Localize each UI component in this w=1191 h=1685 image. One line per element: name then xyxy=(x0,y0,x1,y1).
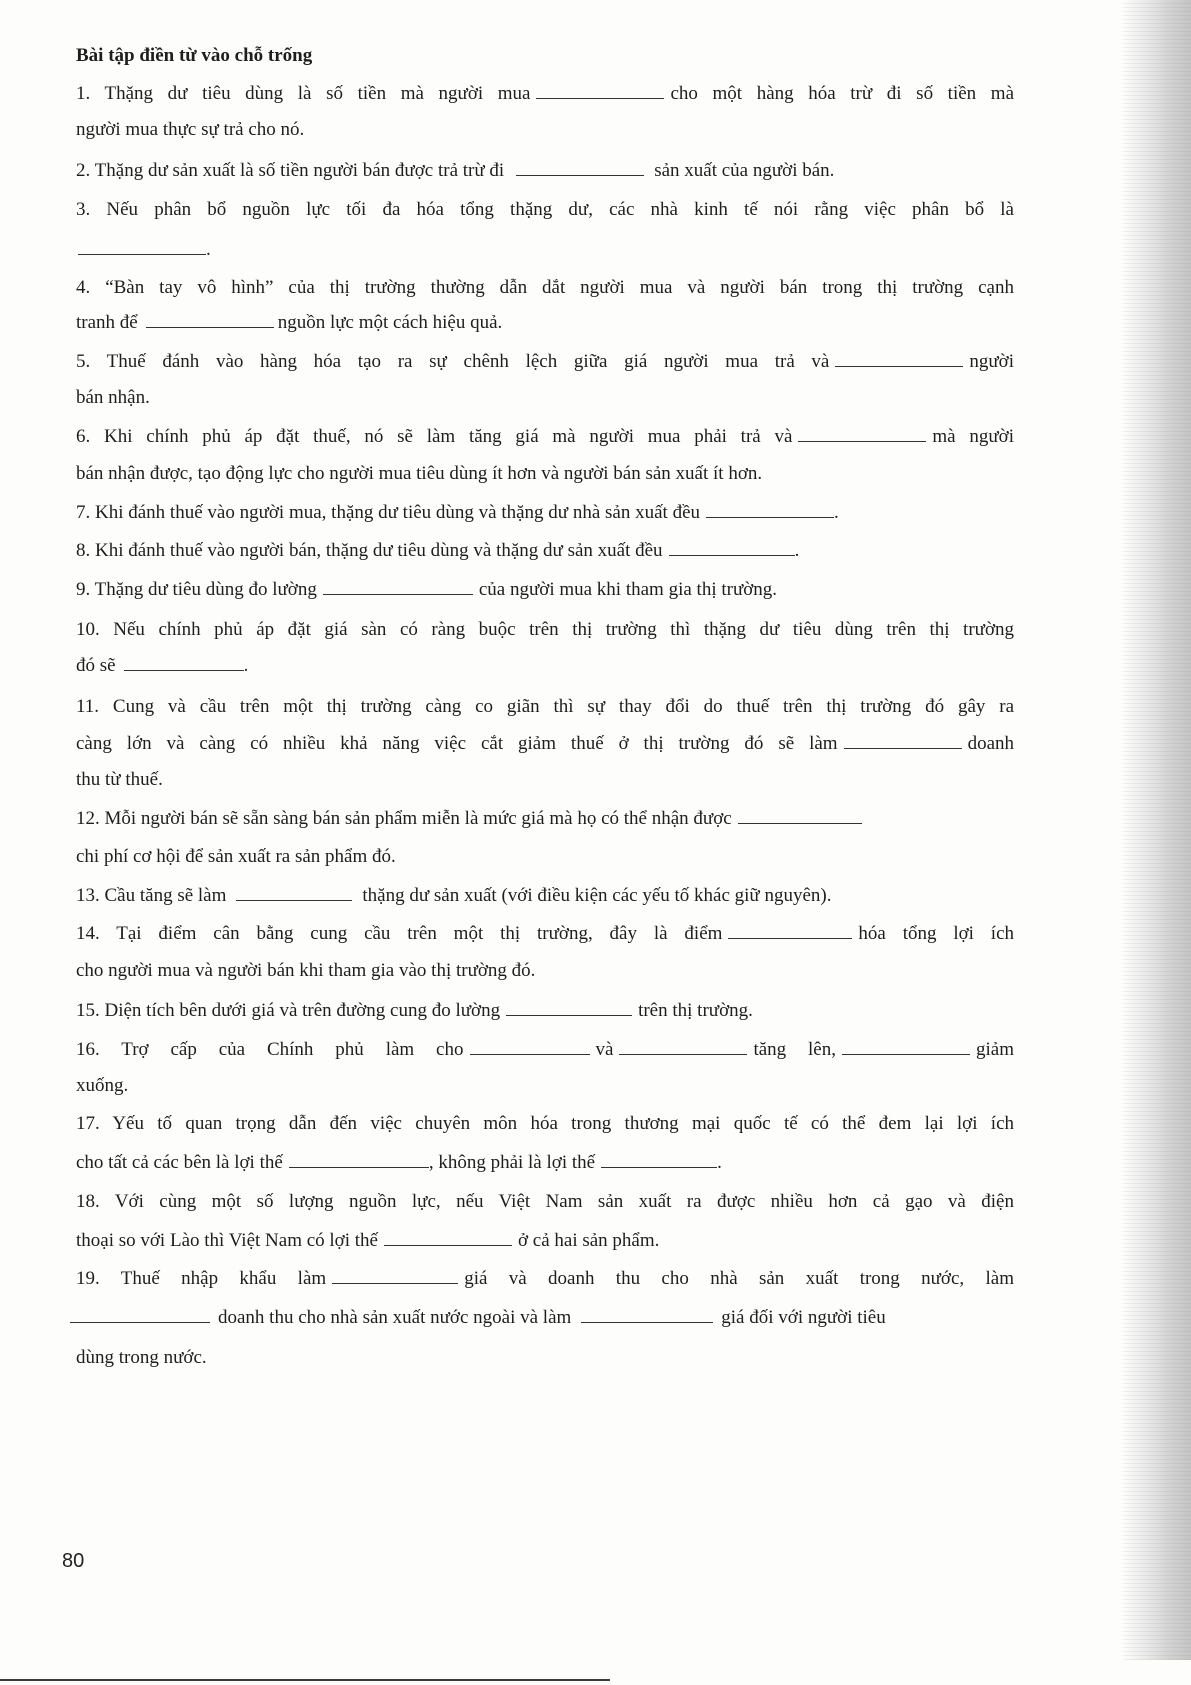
blank-field[interactable] xyxy=(516,161,644,176)
blank-field[interactable] xyxy=(669,541,795,556)
text-segment: bán nhận được, tạo động lực cho người mua tiêu dùng ít hơn và người bán sản xuất ít hơn. xyxy=(76,463,763,484)
exercise-line xyxy=(76,1072,1014,1100)
blank-field[interactable] xyxy=(835,352,963,367)
text-segment: 13. Cầu tăng sẽ làm xyxy=(76,885,227,906)
exercise-line xyxy=(76,616,1014,644)
text-segment: doanh thu cho nhà sản xuất nước ngoài và làm xyxy=(218,1307,572,1328)
blank-field[interactable] xyxy=(323,580,473,595)
exercise-line xyxy=(76,309,1014,337)
text-segment: đó sẽ xyxy=(76,655,116,676)
blank-field[interactable] xyxy=(384,1231,512,1246)
exercise-line xyxy=(76,766,1014,794)
blank-field[interactable] xyxy=(536,84,664,99)
text-segment: 4. “Bàn tay vô hình” của thị trường thường dẫn dắt người mua và người bán trong thị trường cạnh xyxy=(76,277,1014,298)
text-segment: , không phải là lợi thế xyxy=(428,1152,596,1173)
exercise-line xyxy=(76,957,1014,985)
text-segment: giảm xyxy=(976,1039,1014,1060)
blank-field[interactable] xyxy=(798,427,926,442)
blank-field[interactable] xyxy=(124,656,244,671)
text-segment: . xyxy=(834,502,839,523)
text-segment: tăng lên, xyxy=(753,1039,836,1060)
exercise-line xyxy=(76,196,1014,224)
exercise-line xyxy=(76,652,1014,680)
exercise-line xyxy=(76,384,1014,412)
text-segment: càng lớn và càng có nhiều khả năng việc cắt giảm thuế ở thị trường đó sẽ làm xyxy=(76,733,838,754)
text-segment: 7. Khi đánh thuế vào người mua, thặng dư tiêu dùng và thặng dư nhà sản xuất đều xyxy=(76,502,701,523)
blank-field[interactable] xyxy=(289,1153,429,1168)
page-number: 80 xyxy=(62,1550,85,1572)
text-segment: doanh xyxy=(967,733,1014,754)
text-segment: bán nhận. xyxy=(76,387,150,408)
text-segment: sản xuất của người bán. xyxy=(654,160,835,181)
exercise-line xyxy=(76,460,1014,488)
text-segment: hóa tổng lợi ích xyxy=(858,923,1014,944)
exercise-line xyxy=(76,423,1014,451)
text-segment: tranh để xyxy=(76,312,138,333)
text-segment: nguồn lực một cách hiệu quả. xyxy=(277,312,503,333)
text-segment: và xyxy=(595,1039,614,1060)
exercise-line xyxy=(76,1265,1014,1293)
exercise-line xyxy=(76,1036,1014,1064)
text-segment: 12. Mỗi người bán sẽ sẵn sàng bán sản phẩm miễn là mức giá mà họ có thể nhận được xyxy=(76,808,732,829)
exercise-line xyxy=(76,1188,1014,1216)
text-segment: 10. Nếu chính phủ áp đặt giá sàn có ràng buộc trên thị trường thì thặng dư tiêu dùng trên thị trường xyxy=(76,619,1014,640)
text-segment: 8. Khi đánh thuế vào người bán, thặng dư tiêu dùng và thặng dư sản xuất đều xyxy=(76,540,663,561)
exercise-line xyxy=(76,576,1014,604)
blank-field[interactable] xyxy=(470,1040,590,1055)
text-segment: 19. Thuế nhập khẩu làm xyxy=(76,1268,327,1289)
blank-field[interactable] xyxy=(728,924,852,939)
text-segment: 17. Yếu tố quan trọng dẫn đến việc chuyên môn hóa trong thương mại quốc tế có thể đem lại lợi ích xyxy=(76,1113,1014,1134)
text-segment: chi phí cơ hội để sản xuất ra sản phẩm đó. xyxy=(76,846,396,867)
exercise-line xyxy=(76,537,1014,565)
exercise-line xyxy=(76,805,1014,833)
exercise-line xyxy=(76,116,1014,144)
blank-field[interactable] xyxy=(706,503,834,518)
text-segment: 9. Thặng dư tiêu dùng đo lường xyxy=(76,579,317,600)
blank-field[interactable] xyxy=(78,240,206,255)
text-segment: trên thị trường. xyxy=(638,1000,753,1021)
text-segment: thu từ thuế. xyxy=(76,769,163,790)
exercise-line xyxy=(76,80,1014,108)
blank-field[interactable] xyxy=(332,1269,458,1284)
exercise-line xyxy=(76,157,1014,185)
text-segment: . xyxy=(243,655,249,676)
text-segment: 14. Tại điểm cân bằng cung cầu trên một thị trường, đây là điểm xyxy=(76,923,723,944)
text-segment: . xyxy=(717,1152,722,1173)
text-segment: ở cả hai sản phẩm. xyxy=(517,1230,660,1251)
text-segment: xuống. xyxy=(76,1075,129,1096)
exercise-line xyxy=(76,1227,1014,1255)
text-segment: 6. Khi chính phủ áp đặt thuế, nó sẽ làm tăng giá mà người mua phải trả và xyxy=(76,426,793,447)
blank-field[interactable] xyxy=(842,1040,970,1055)
exercise-line xyxy=(76,843,1014,871)
blank-field[interactable] xyxy=(738,809,862,824)
text-segment: . xyxy=(794,540,800,561)
text-segment: 5. Thuế đánh vào hàng hóa tạo ra sự chênh lệch giữa giá người mua trả và xyxy=(76,351,830,372)
bottom-divider xyxy=(0,1679,610,1681)
text-segment: cho một hàng hóa trừ đi số tiền mà xyxy=(670,83,1014,104)
blank-field[interactable] xyxy=(581,1308,713,1323)
text-segment: của người mua khi tham gia thị trường. xyxy=(478,579,778,600)
text-segment: thặng dư sản xuất (với điều kiện các yếu tố khác giữ nguyên). xyxy=(362,885,832,906)
blank-field[interactable] xyxy=(601,1153,717,1168)
exercise-line xyxy=(76,348,1014,376)
text-segment: 16. Trợ cấp của Chính phủ làm cho xyxy=(76,1039,464,1060)
exercise-line xyxy=(76,274,1014,302)
exercise-line xyxy=(76,1304,1014,1332)
text-segment: 15. Diện tích bên dưới giá và trên đường cung đo lường xyxy=(76,1000,501,1021)
text-segment: 18. Với cùng một số lượng nguồn lực, nếu Việt Nam sản xuất ra được nhiều hơn cả gạo và điện xyxy=(76,1191,1014,1212)
exercise-line xyxy=(76,730,1014,758)
text-segment: dùng trong nước. xyxy=(76,1347,207,1368)
exercise-line xyxy=(76,1149,1014,1177)
text-segment: cho người mua và người bán khi tham gia vào thị trường đó. xyxy=(76,960,536,981)
exercise-content xyxy=(76,0,1014,1650)
text-segment: 3. Nếu phân bổ nguồn lực tối đa hóa tổng thặng dư, các nhà kinh tế nói rằng việc phân bổ là xyxy=(76,199,1014,220)
text-segment: 2. Thặng dư sản xuất là số tiền người bán được trả trừ đi xyxy=(76,160,505,181)
scan-binding-shadow xyxy=(1123,0,1191,1660)
exercise-line xyxy=(76,920,1014,948)
exercise-title: Bài tập điền từ vào chỗ trống xyxy=(76,45,313,66)
blank-field[interactable] xyxy=(70,1308,210,1323)
text-segment: người xyxy=(969,351,1014,372)
exercise-line xyxy=(76,1344,1014,1372)
text-segment: thoại so với Lào thì Việt Nam có lợi thế xyxy=(76,1230,378,1251)
exercise-line xyxy=(76,882,1014,910)
blank-field[interactable] xyxy=(506,1001,632,1016)
text-segment: giá và doanh thu cho nhà sản xuất trong nước, làm xyxy=(464,1268,1015,1289)
blank-field[interactable] xyxy=(619,1040,747,1055)
blank-field[interactable] xyxy=(236,886,352,901)
text-segment: 1. Thặng dư tiêu dùng là số tiền mà người mua xyxy=(76,83,531,104)
text-segment: cho tất cả các bên là lợi thế xyxy=(76,1152,283,1173)
text-segment: 11. Cung và cầu trên một thị trường càng co giãn thì sự thay đổi do thuế trên thị trường đó gây ra xyxy=(76,696,1014,717)
blank-field[interactable] xyxy=(844,734,962,749)
exercise-line xyxy=(76,693,1014,721)
exercise-line xyxy=(76,236,1014,264)
text-segment: giá đối với người tiêu xyxy=(721,1307,886,1328)
exercise-line xyxy=(76,1110,1014,1138)
blank-field[interactable] xyxy=(146,313,274,328)
exercise-line xyxy=(76,997,1014,1025)
exercise-line xyxy=(76,499,1014,527)
text-segment: . xyxy=(206,239,211,260)
text-segment: mà người xyxy=(932,426,1014,447)
text-segment: người mua thực sự trả cho nó. xyxy=(76,119,305,140)
